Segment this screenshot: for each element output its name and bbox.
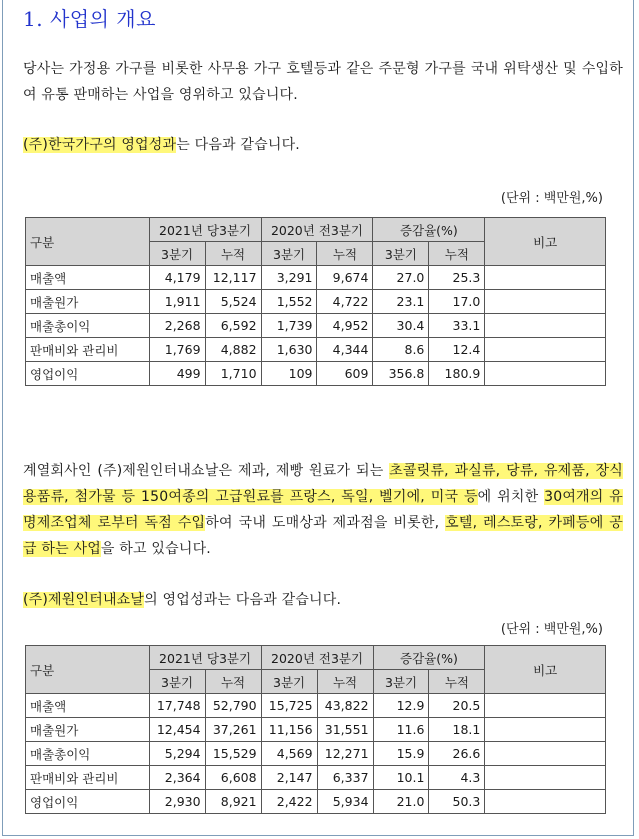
value-cell: 6,337 [317, 766, 373, 790]
subheader-quarter: 3분기 [149, 242, 205, 266]
row-label: 매출액 [26, 694, 150, 718]
subheader-cumulative: 누적 [429, 242, 485, 266]
subheader-quarter: 3분기 [261, 670, 317, 694]
value-cell: 50.3 [429, 790, 485, 814]
section2-paragraph [23, 458, 623, 562]
value-cell: 1,630 [261, 338, 317, 362]
row-label: 판매비와 관리비 [26, 766, 150, 790]
subheader-cumulative: 누적 [317, 242, 373, 266]
value-cell: 12,454 [149, 718, 205, 742]
value-cell: 18.1 [429, 718, 485, 742]
table-row [26, 742, 606, 766]
row-label: 영업이익 [26, 362, 150, 386]
value-cell: 11.6 [373, 718, 429, 742]
table-row [26, 362, 606, 386]
value-cell: 4,722 [317, 290, 373, 314]
row-label: 매출총이익 [26, 314, 150, 338]
value-cell: 2,930 [149, 790, 205, 814]
value-cell: 6,608 [205, 766, 261, 790]
header-previous-period: 2020년 전3분기 [261, 646, 373, 670]
intro-paragraph: 당사는 가정용 가구를 비롯한 사무용 가구 호텔등과 같은 주문형 가구를 국내 위탁생산 및 수입하여 유통 판매하는 사업을 영위하고 있습니다. [23, 61, 623, 103]
value-cell: 356.8 [373, 362, 429, 386]
section2-highlight-products: 초콜릿류, 과실류, 당류, 유제품, 장식용품류, 첨가물 등 150여종의 고급원료를 프랑스, 독일, 벨기에, 미국 등 [23, 463, 623, 505]
value-cell: 1,769 [149, 338, 205, 362]
section2-lead-rest: 의 영업성과는 다음과 같습니다. [144, 592, 342, 608]
table-row [26, 790, 606, 814]
value-cell: 4,179 [149, 266, 205, 290]
table1-company-results [25, 217, 606, 386]
value-cell: 1,710 [205, 362, 261, 386]
table-row [26, 266, 606, 290]
note-cell [485, 266, 606, 290]
value-cell: 2,268 [149, 314, 205, 338]
value-cell: 1,552 [261, 290, 317, 314]
value-cell: 23.1 [373, 290, 429, 314]
value-cell: 180.9 [429, 362, 485, 386]
value-cell: 31,551 [317, 718, 373, 742]
value-cell: 30.4 [373, 314, 429, 338]
section2-text-d: 을 하고 있습니다. [100, 541, 211, 557]
value-cell: 12.4 [429, 338, 485, 362]
subheader-cumulative: 누적 [317, 670, 373, 694]
value-cell: 12,271 [317, 742, 373, 766]
subheader-quarter: 3분기 [373, 242, 429, 266]
value-cell: 2,422 [261, 790, 317, 814]
subheader-cumulative: 누적 [205, 242, 261, 266]
value-cell: 3,291 [261, 266, 317, 290]
value-cell: 6,592 [205, 314, 261, 338]
value-cell: 8.6 [373, 338, 429, 362]
value-cell: 15,529 [205, 742, 261, 766]
table1-unit: (단위 : 백만원,%) [500, 191, 603, 206]
value-cell: 4,952 [317, 314, 373, 338]
value-cell: 43,822 [317, 694, 373, 718]
value-cell: 12.9 [373, 694, 429, 718]
value-cell: 52,790 [205, 694, 261, 718]
value-cell: 12,117 [205, 266, 261, 290]
subheader-quarter: 3분기 [149, 670, 205, 694]
value-cell: 2,147 [261, 766, 317, 790]
table2-unit: (단위 : 백만원,%) [500, 622, 603, 637]
subheader-cumulative: 누적 [429, 670, 485, 694]
section2-highlight-business: 호텔, 레스토랑, 카페등에 공급 하는 사업 [23, 515, 624, 557]
table-row [26, 338, 606, 362]
row-header-cell: 구분 [26, 218, 150, 266]
value-cell: 25.3 [429, 266, 485, 290]
section1-lead-highlight: (주)한국가구의 영업성과 [23, 137, 177, 153]
value-cell: 109 [261, 362, 317, 386]
document-frame [2, 0, 634, 836]
section2-text-a: 계열회사인 (주)제원인터내쇼날은 제과, 제빵 원료가 되는 [23, 463, 390, 479]
row-label: 매출원가 [26, 718, 150, 742]
value-cell: 5,524 [205, 290, 261, 314]
header-note: 비고 [485, 218, 606, 266]
subheader-quarter: 3분기 [261, 242, 317, 266]
value-cell: 27.0 [373, 266, 429, 290]
value-cell: 1,911 [149, 290, 205, 314]
value-cell: 1,739 [261, 314, 317, 338]
value-cell: 5,934 [317, 790, 373, 814]
subheader-cumulative: 누적 [205, 670, 261, 694]
table-row [26, 290, 606, 314]
value-cell: 4,569 [261, 742, 317, 766]
value-cell: 11,156 [261, 718, 317, 742]
table2-affiliate-results [25, 645, 606, 814]
table-row [26, 694, 606, 718]
value-cell: 499 [149, 362, 205, 386]
note-cell [485, 290, 606, 314]
note-cell [485, 742, 606, 766]
section2-lead [23, 587, 623, 613]
subheader-quarter: 3분기 [373, 670, 429, 694]
value-cell: 4,344 [317, 338, 373, 362]
section-heading: 1. 사업의 개요 [23, 7, 156, 31]
value-cell: 5,294 [149, 742, 205, 766]
row-header-cell: 구분 [26, 646, 150, 694]
section2-highlight-suppliers: 30여개의 유명제조업체 로부터 독점 수입 [23, 489, 623, 531]
row-label: 영업이익 [26, 790, 150, 814]
row-label: 매출액 [26, 266, 150, 290]
value-cell: 2,364 [149, 766, 205, 790]
note-cell [485, 314, 606, 338]
note-cell [485, 790, 606, 814]
note-cell [485, 362, 606, 386]
table-row [26, 718, 606, 742]
header-current-period: 2021년 당3분기 [149, 218, 261, 242]
value-cell: 8,921 [205, 790, 261, 814]
section1-lead-rest: 는 다음과 같습니다. [176, 137, 300, 153]
value-cell: 609 [317, 362, 373, 386]
value-cell: 17.0 [429, 290, 485, 314]
value-cell: 15.9 [373, 742, 429, 766]
row-label: 매출총이익 [26, 742, 150, 766]
value-cell: 4.3 [429, 766, 485, 790]
value-cell: 20.5 [429, 694, 485, 718]
row-label: 판매비와 관리비 [26, 338, 150, 362]
section2-lead-highlight: (주)제원인터내쇼날 [23, 592, 145, 608]
value-cell: 4,882 [205, 338, 261, 362]
header-previous-period: 2020년 전3분기 [261, 218, 373, 242]
value-cell: 9,674 [317, 266, 373, 290]
value-cell: 33.1 [429, 314, 485, 338]
header-change-rate: 증감율(%) [373, 218, 485, 242]
note-cell [485, 694, 606, 718]
value-cell: 15,725 [261, 694, 317, 718]
value-cell: 21.0 [373, 790, 429, 814]
note-cell [485, 338, 606, 362]
table-row [26, 314, 606, 338]
value-cell: 10.1 [373, 766, 429, 790]
note-cell [485, 766, 606, 790]
header-change-rate: 증감율(%) [373, 646, 485, 670]
note-cell [485, 718, 606, 742]
section2-text-b: 에 위치한 [477, 489, 545, 505]
value-cell: 37,261 [205, 718, 261, 742]
section2-text-c: 하여 국내 도매상과 제과점을 비롯한, [205, 515, 446, 531]
table-row [26, 766, 606, 790]
section1-lead [23, 132, 623, 158]
header-current-period: 2021년 당3분기 [149, 646, 261, 670]
row-label: 매출원가 [26, 290, 150, 314]
header-note: 비고 [485, 646, 606, 694]
value-cell: 26.6 [429, 742, 485, 766]
value-cell: 17,748 [149, 694, 205, 718]
